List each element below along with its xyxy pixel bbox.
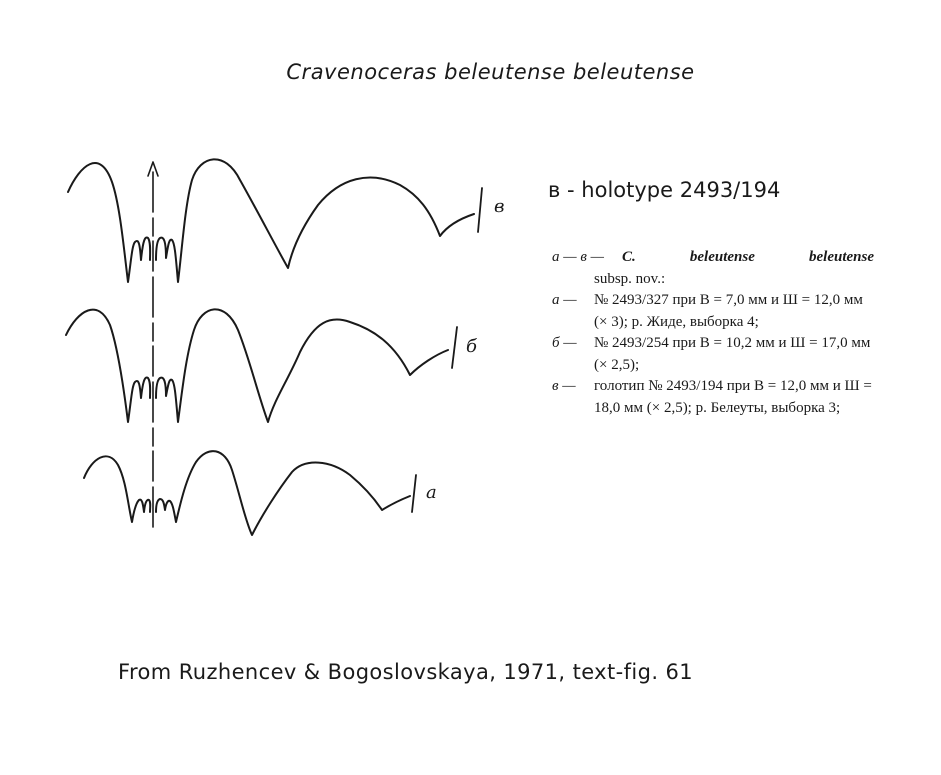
suture-line-b <box>66 309 448 422</box>
suture-line-a <box>84 451 410 535</box>
suture-v-marker <box>478 188 482 232</box>
legend-text-a: № 2493/327 при В = 7,0 мм и Ш = 12,0 мм (× 3); р. Жиде, выборка 4; <box>594 292 863 330</box>
source-caption: From Ruzhencev & Bogoslovskaya, 1971, text-fig. 61 <box>118 660 694 684</box>
suture-a-marker <box>412 475 416 512</box>
suture-line-v <box>68 159 474 282</box>
legend-text-b: № 2493/254 при В = 10,2 мм и Ш = 17,0 мм (× 2,5); <box>594 335 871 373</box>
legend-key-b: б — <box>552 335 577 351</box>
legend-entry-v <box>552 376 874 419</box>
legend-head <box>552 247 874 290</box>
legend-key-a: а — <box>552 292 577 308</box>
figure-legend <box>552 247 874 419</box>
legend-head-key: а — в — <box>552 249 604 265</box>
suture-label-a: а <box>426 482 437 503</box>
suture-b-marker <box>452 327 457 368</box>
holotype-note: в - holotype 2493/194 <box>548 178 781 202</box>
suture-label-v: в <box>494 196 505 217</box>
suture-label-b: б <box>466 336 477 357</box>
figure-title: Cravenoceras beleutense beleutense <box>286 60 695 84</box>
legend-text-v: голотип № 2493/194 при В = 12,0 мм и Ш = 18,0 мм (× 2,5); р. Белеуты, выборка 3; <box>594 378 872 416</box>
legend-entry-b <box>552 333 874 376</box>
legend-head-cont: subsp. nov.: <box>594 270 666 287</box>
legend-key-v: в — <box>552 378 576 394</box>
legend-head-species: C. beleutense beleutense <box>622 249 874 265</box>
legend-entry-a <box>552 290 874 333</box>
